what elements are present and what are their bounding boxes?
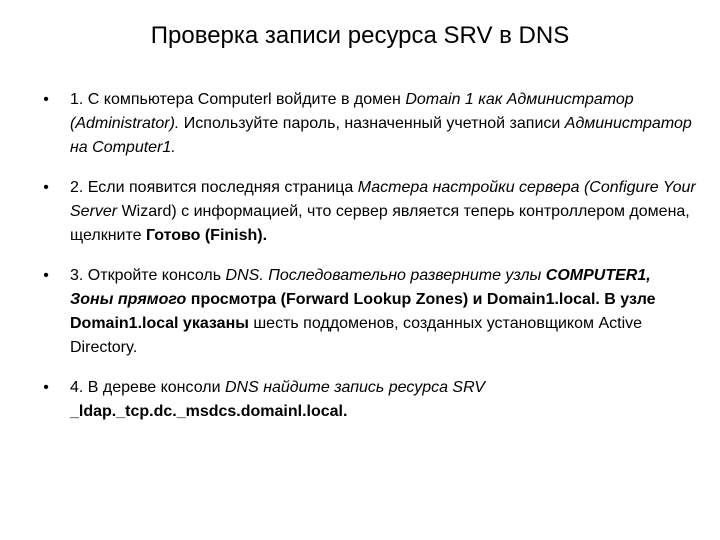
step-text: 4. В дереве консоли: [70, 379, 225, 396]
list-item: [0, 88, 720, 160]
step-text: шесть поддоменов, созданных установщиком Active Directory.: [70, 315, 643, 356]
instruction-list: [0, 88, 720, 424]
step-text-bold-italic: COMPUTER1, Зоны прямого: [70, 267, 651, 308]
srv-record-name: _ldap._tcp.dc._msdcs.domainl.local.: [70, 403, 348, 420]
step-text-italic: Администратор на Computer1.: [70, 115, 692, 156]
bullet-icon: •: [43, 179, 49, 196]
list-item: [0, 176, 720, 248]
slide-title: Проверка записи ресурса SRV в DNS: [150, 22, 570, 49]
bullet-icon: •: [43, 267, 49, 284]
step-text: 3. Откройте консоль: [70, 267, 226, 284]
step-text: Wizard) с информацией, что сервер является теперь контроллером домена, щелкните: [70, 203, 690, 244]
bullet-icon: •: [43, 91, 49, 108]
step-text-italic: DNS найдите запись ресурса SRV: [224, 379, 486, 396]
step-text: 1. С компьютера Computerl войдите в домен: [70, 91, 406, 108]
step-text-bold: Готово (Finish).: [145, 227, 268, 244]
step-text-bold: просмотра (Forward Lookup Zones) и Domain1.local. В узле Domain1.local указаны: [70, 291, 656, 332]
bullet-icon: •: [43, 379, 49, 396]
step-text-italic: DNS. Последовательно разверните узлы: [225, 267, 542, 284]
list-item: [0, 264, 720, 360]
step-text: Используйте пароль, назначенный учетной записи: [179, 115, 565, 132]
step-text-italic: Domain 1 как Администратор (Administrator).: [70, 91, 634, 132]
step-text-italic: Мастера настройки сервера (Configure Your Server: [70, 179, 696, 220]
list-item: [0, 376, 720, 424]
step-text: 2. Если появится последняя страница: [70, 179, 358, 196]
